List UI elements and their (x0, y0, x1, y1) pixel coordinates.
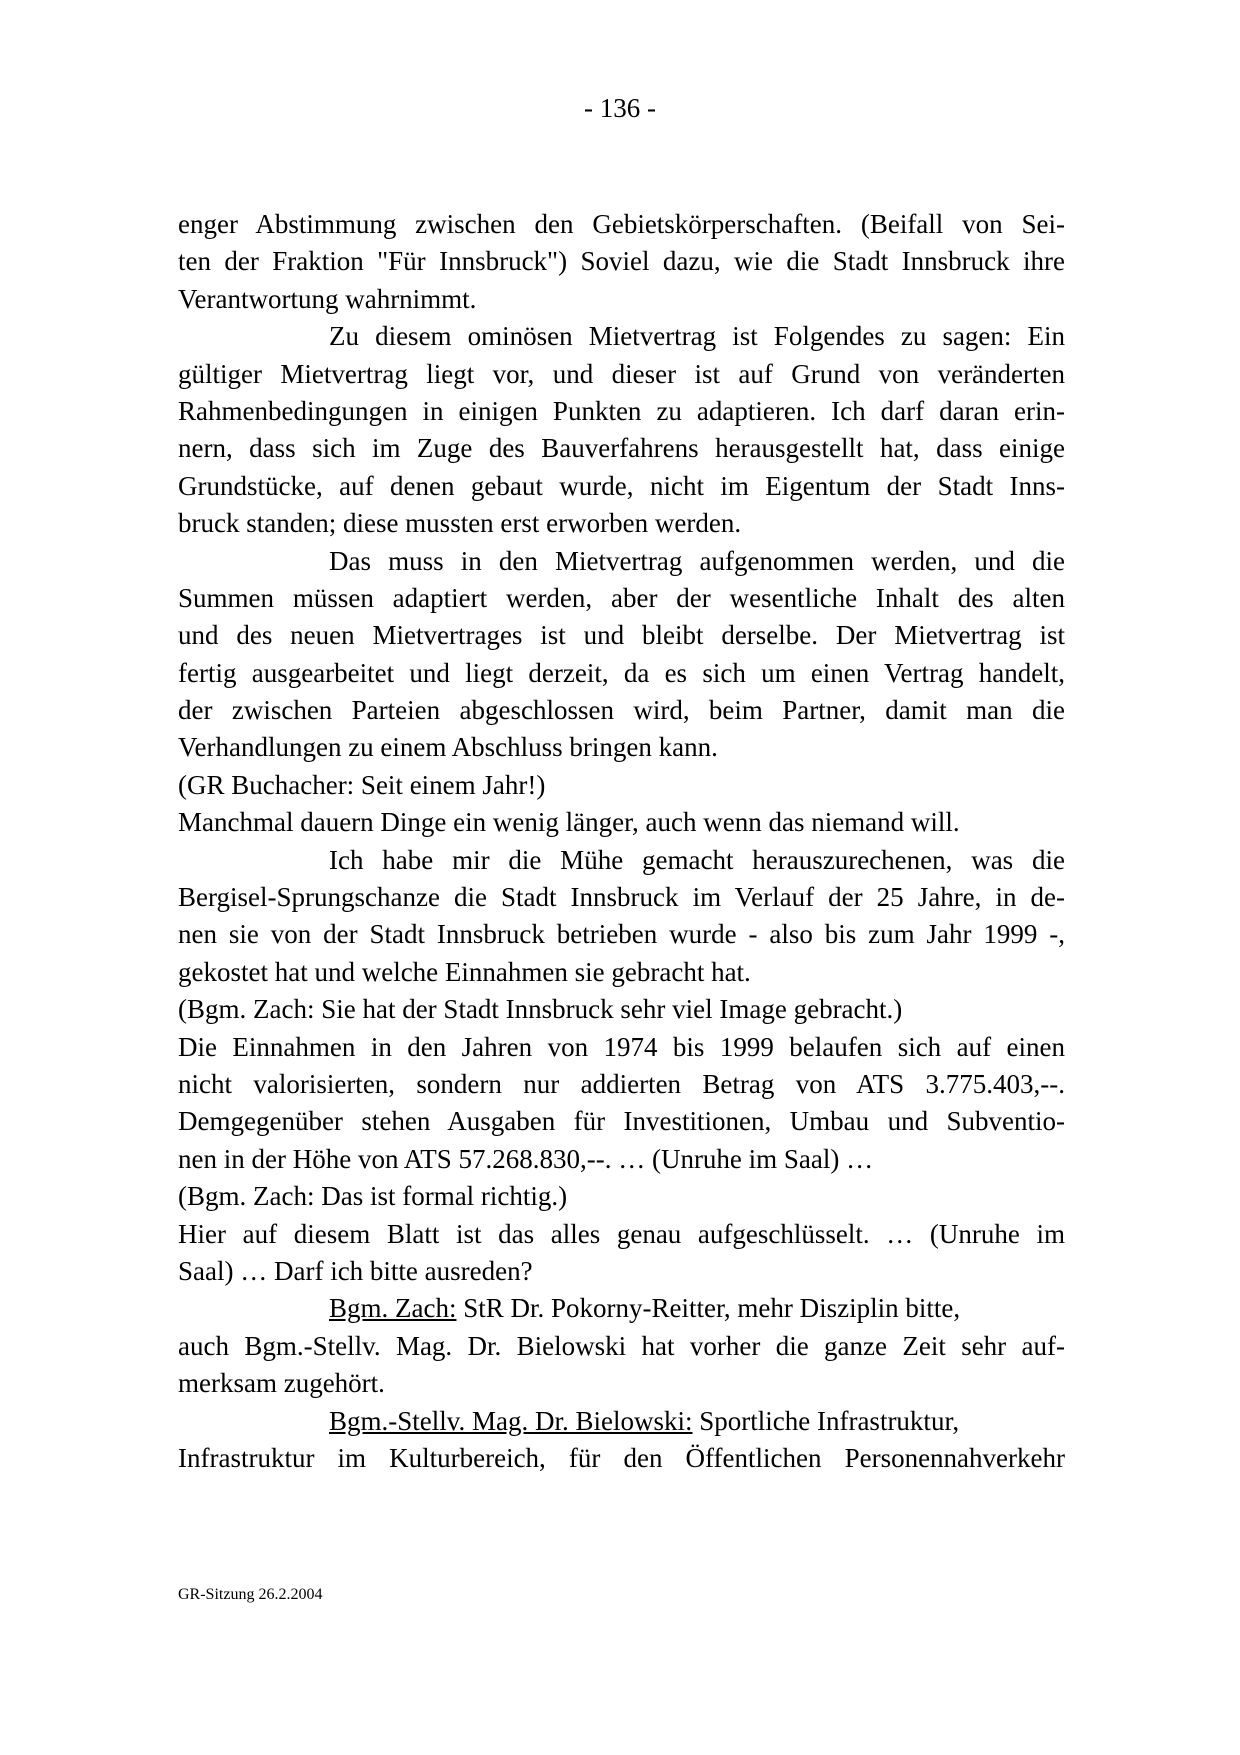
text-line: Das muss in den Mietvertrag aufgenommen werden, und die (329, 545, 1065, 576)
text-line: Grundstücke, auf denen gebaut wurde, nicht im Eigentum der Stadt Inns- (178, 470, 1065, 501)
text-line: Bergisel-Sprungschanze die Stadt Innsbruck im Verlauf der 25 Jahre, in de- (178, 882, 1065, 913)
text-line: Manchmal dauern Dinge ein wenig länger, auch wenn das niemand will. (178, 807, 960, 838)
interjection-line: (Bgm. Zach: Sie hat der Stadt Innsbruck sehr viel Image gebracht.) (178, 994, 903, 1025)
text-line: Hier auf diesem Blatt ist das alles genau aufgeschlüsselt. … (Unruhe im (178, 1218, 1065, 1249)
text-line: Verhandlungen zu einem Abschluss bringen kann. (178, 732, 718, 763)
page-number: - 136 - (584, 93, 656, 123)
interjection-line: (Bgm. Zach: Das ist formal richtig.) (178, 1181, 568, 1212)
interjection-line: (GR Buchacher: Seit einem Jahr!) (178, 769, 546, 800)
text-line: Ich habe mir die Mühe gemacht herauszurechenen, was die (329, 844, 1065, 875)
text-line: Saal) … Darf ich bitte ausreden? (178, 1255, 533, 1286)
text-line: bruck standen; diese mussten erst erworben werden. (178, 508, 742, 539)
text-line: ten der Fraktion "Für Innsbruck") Soviel dazu, wie die Stadt Innsbruck ihre (178, 246, 1065, 277)
text-line: Rahmenbedingungen in einigen Punkten zu adaptieren. Ich darf daran erin- (178, 395, 1065, 426)
speaker-line (178, 1403, 1065, 1440)
text-line: und des neuen Mietvertrages ist und bleibt derselbe. Der Mietvertrag ist (178, 620, 1065, 651)
text-line: nern, dass sich im Zuge des Bauverfahrens herausgestellt hat, dass einige (178, 433, 1065, 464)
text-line: nen in der Höhe von ATS 57.268.830,--. … (Unruhe im Saal) … (178, 1143, 874, 1174)
text-line: Demgegenüber stehen Ausgaben für Investitionen, Umbau und Subventio- (178, 1106, 1065, 1137)
text-line: nicht valorisierten, sondern nur addierten Betrag von ATS 3.775.403,--. (178, 1068, 1065, 1099)
text-line: Die Einnahmen in den Jahren von 1974 bis 1999 belaufen sich auf einen (178, 1031, 1065, 1062)
footer-session-label: GR-Sitzung 26.2.2004 (178, 1586, 323, 1603)
text-line: gültiger Mietvertrag liegt vor, und dieser ist auf Grund von veränderten (178, 358, 1065, 389)
text-line: Infrastruktur im Kulturbereich, für den Öffentlichen Personennahverkehr (178, 1442, 1065, 1473)
text-line: merksam zugehört. (178, 1368, 385, 1399)
text-line: fertig ausgearbeitet und liegt derzeit, da es sich um einen Vertrag handelt, (178, 657, 1065, 688)
text-line: der zwischen Parteien abgeschlossen wird, beim Partner, damit man die (178, 695, 1065, 726)
text-line: gekostet hat und welche Einnahmen sie gebracht hat. (178, 956, 751, 987)
text-line: Verantwortung wahrnimmt. (178, 283, 477, 314)
speaker-text: StR Dr. Pokorny-Reitter, mehr Disziplin bitte, (456, 1293, 961, 1324)
speaker-name: Bgm. Zach: (329, 1293, 457, 1324)
speaker-line (178, 1290, 1065, 1327)
body-text (178, 206, 1065, 1477)
speaker-text: Sportliche Infrastruktur, (692, 1405, 960, 1436)
text-line: enger Abstimmung zwischen den Gebietskörperschaften. (Beifall von Sei- (178, 209, 1065, 239)
text-line: Summen müssen adaptiert werden, aber der wesentliche Inhalt des alten (178, 582, 1065, 613)
text-line: nen sie von der Stadt Innsbruck betrieben wurde - also bis zum Jahr 1999 -, (178, 919, 1065, 950)
speaker-name: Bgm.-Stellv. Mag. Dr. Bielowski: (329, 1405, 693, 1436)
text-line: Zu diesem ominösen Mietvertrag ist Folgendes zu sagen: Ein (329, 321, 1065, 352)
text-line: auch Bgm.-Stellv. Mag. Dr. Bielowski hat vorher die ganze Zeit sehr auf- (178, 1330, 1065, 1361)
